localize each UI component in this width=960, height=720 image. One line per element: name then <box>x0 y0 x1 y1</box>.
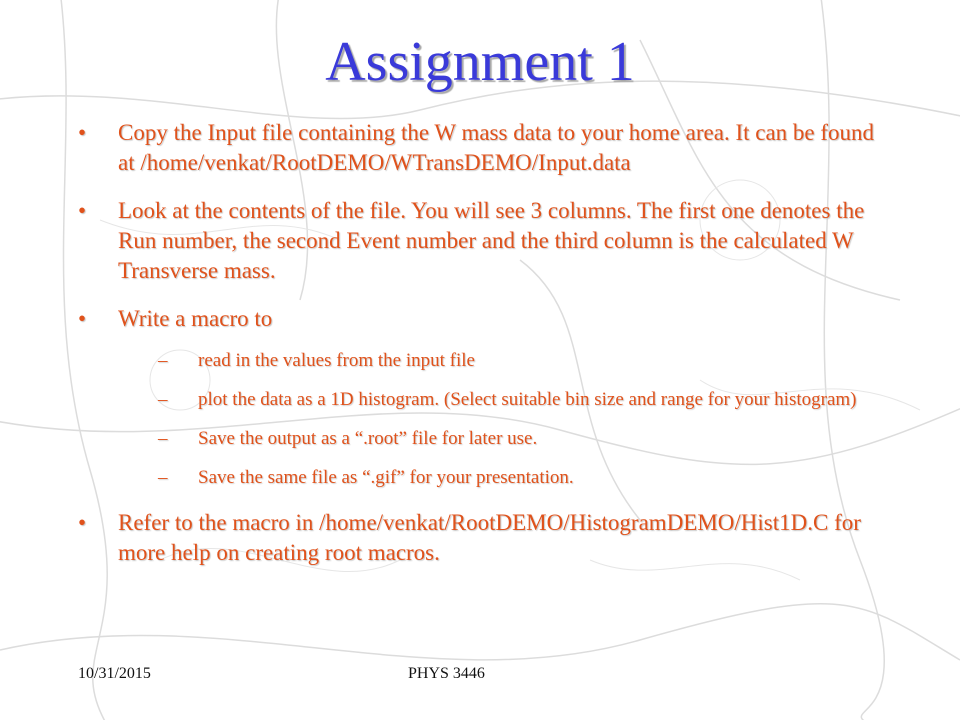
macro-file-path: /home/venkat/RootDEMO/HistogramDEMO/Hist1D.C <box>319 510 829 535</box>
bullet-refer-macro <box>78 508 878 568</box>
dash-icon: – <box>158 428 168 449</box>
sub-item-save-root <box>158 426 878 451</box>
bullet-text: Write a macro to <box>118 306 273 331</box>
sub-item-save-gif <box>158 465 878 490</box>
sub-item-plot-histogram <box>158 387 878 412</box>
sub-item-text: Save the output as a “.root” file for later use. <box>198 428 538 449</box>
bullet-icon: • <box>78 306 87 331</box>
bullet-write-macro <box>78 304 878 490</box>
sub-item-text: read in the values from the input file <box>198 350 475 371</box>
sub-item-read-values <box>158 348 878 373</box>
sub-item-text: Save the same file as “.gif” for your presentation. <box>198 467 574 488</box>
input-file-path: /home/venkat/RootDEMO/WTransDEMO/Input.data <box>140 150 631 175</box>
bullet-text: Refer to the macro in <box>118 510 320 535</box>
bullet-icon: • <box>78 510 87 535</box>
bullet-icon: • <box>78 198 87 223</box>
slide-title: Assignment 1 <box>325 31 635 93</box>
slide-body <box>78 118 878 586</box>
bullet-icon: • <box>78 120 87 145</box>
sub-item-text: plot the data as a 1D histogram. (Select suitable bin size and range for your histogram) <box>198 389 857 410</box>
dash-icon: – <box>158 389 168 410</box>
bullet-text: for more help on creating root macros. <box>118 510 861 565</box>
bullet-copy-input <box>78 118 878 178</box>
bullet-file-contents <box>78 196 878 286</box>
dash-icon: – <box>158 467 168 488</box>
footer-date: 10/31/2015 <box>78 665 151 682</box>
bullet-text: Copy the Input file containing the W mass data to your home area. It can be found at <box>118 120 875 175</box>
footer-course: PHYS 3446 <box>408 665 485 682</box>
dash-icon: – <box>158 350 168 371</box>
bullet-text: Look at the contents of the file. You will see 3 columns. The first one denotes the Run number, the second Event number and the third column is the calculated W Transverse mass. <box>118 198 865 283</box>
